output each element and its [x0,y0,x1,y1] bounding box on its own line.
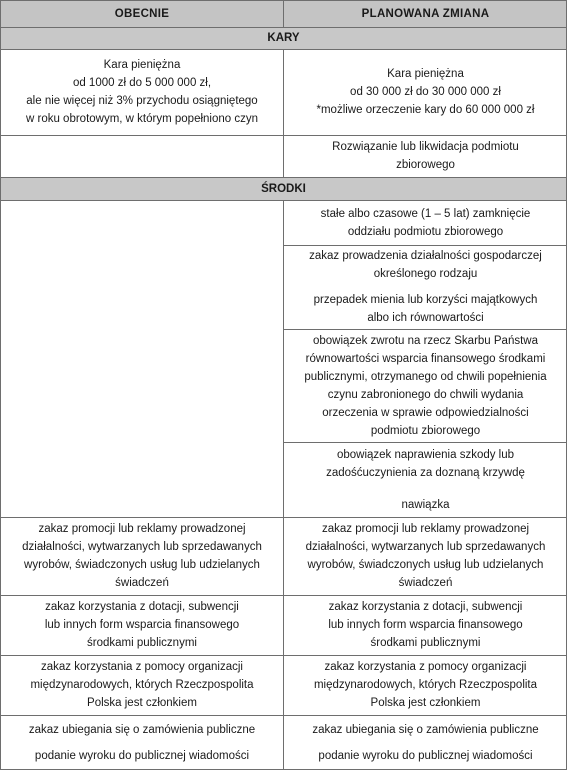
row-divider [0,715,567,716]
row-divider [284,329,567,330]
column-divider [283,200,284,770]
row-divider [0,177,567,178]
subsidy-ban-planned: zakaz korzystania z dotacji, subwencji lub innych form wsparcia finansowego środkami publicznymi [328,601,523,649]
row-divider [0,135,567,136]
row-divider [0,655,567,656]
subsidy-ban-current: zakaz korzystania z dotacji, subwencji lub innych form wsparcia finansowego środkami publicznymi [44,601,240,649]
row-divider [0,595,567,596]
promotion-ban-current: zakaz promocji lub reklamy prowadzonej działalności, wytwarzanych lub sprzedawanych wyrobów, świadczonych usług lub udzielanych świadczeń [22,523,262,589]
intl-aid-ban-current: zakaz korzystania z pomocy organizacji międzynarodowych, których Rzeczpospolita Polska jest członkiem [30,661,254,709]
row-divider [284,245,567,246]
row-divider [0,49,567,50]
refund-obligation-planned: obowiązek zwrotu na rzecz Skarbu Państwa równowartości wsparcia finansowego środkami publicznymi, otrzymanego od chwili popełnienia czynu zabronionego do chwili wydania orzeczenia w sprawie odpowiedzialności podmiotu zbiorowego [304,334,547,437]
column-divider [283,0,284,27]
procurement-publication-current: zakaz ubiegania się o zamówienia publiczne podanie wyroku do publicznej wiadomości [28,723,256,762]
penalty-planned: Kara pieniężna od 30 000 zł do 30 000 000 zł *możliwe orzeczenie kary do 60 000 000 zł [316,68,535,116]
column-divider [283,49,284,177]
table-border [0,0,567,1]
column-header-left: OBECNIE [0,0,284,27]
branch-closure-planned: stałe albo czasowe (1 – 5 lat) zamknięcie oddziału podmiotu zbiorowego [320,207,531,238]
penalty-current: Kara pieniężna od 1000 zł do 5 000 000 zł, ale nie więcej niż 3% przychodu osiągniętego w roku obrotowym, w którym popełniono czyn [25,59,258,125]
column-header-right: PLANOWANA ZMIANA [284,0,567,27]
promotion-ban-planned: zakaz promocji lub reklamy prowadzonej działalności, wytwarzanych lub sprzedawanych wyrobów, świadczonych usług lub udzielanych świadczeń [305,523,546,589]
empty-cell [0,200,284,517]
row-divider [0,517,567,518]
dissolution-planned: Rozwiązanie lub likwidacja podmiotu zbiorowego [332,141,519,171]
business-ban-forfeiture-planned: zakaz prowadzenia działalności gospodarczej określonego rodzaju przepadek mienia lub korzyści majątkowych albo ich równowartości [309,250,542,324]
section-header-srodki: ŚRODKI [0,177,567,200]
damage-repair-planned: obowiązek naprawienia szkody lub zadośćuczynienia za doznaną krzywdę nawiązka [326,448,525,511]
intl-aid-ban-planned: zakaz korzystania z pomocy organizacji międzynarodowych, których Rzeczpospolita Polska jest członkiem [313,661,538,709]
procurement-publication-planned: zakaz ubiegania się o zamówienia publiczne podanie wyroku do publicznej wiadomości [312,723,539,762]
section-header-kary: KARY [0,27,567,49]
row-divider [0,27,567,28]
empty-cell [0,135,284,177]
row-divider [284,442,567,443]
row-divider [0,200,567,201]
